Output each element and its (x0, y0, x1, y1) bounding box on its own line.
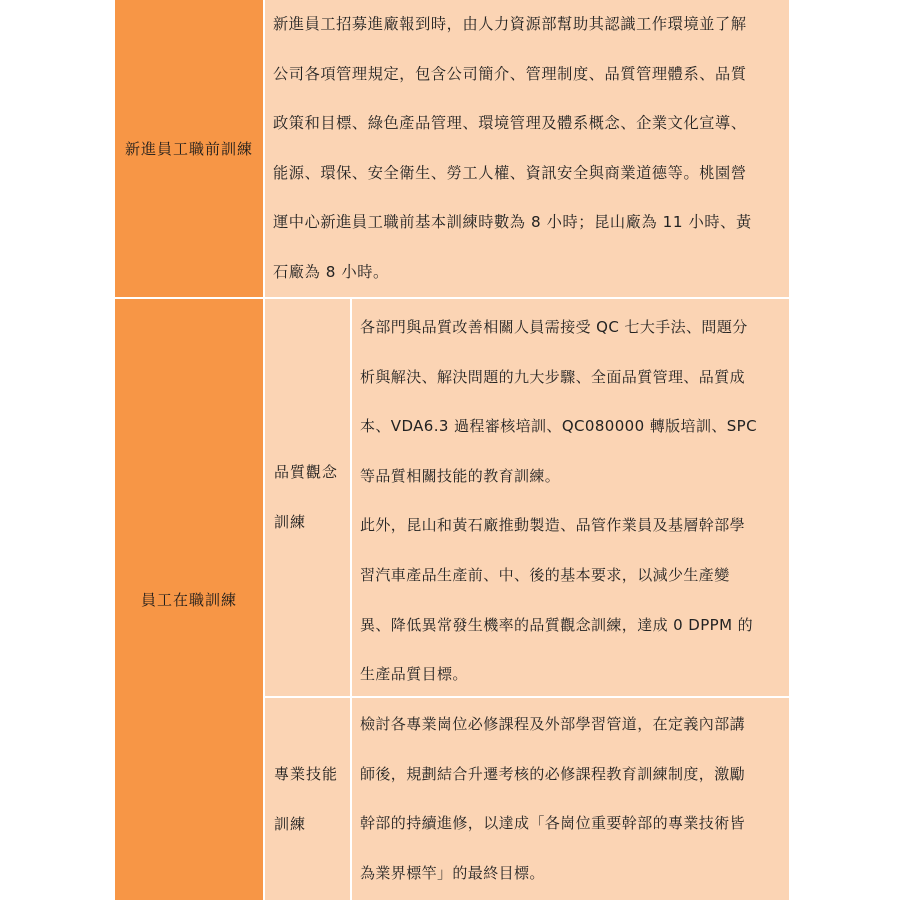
subrow-label-line-1: 專業技能 (274, 765, 339, 783)
row-header-label: 員工在職訓練 (140, 591, 237, 609)
subrow-label-line-2: 訓練 (274, 513, 307, 531)
training-table (115, 0, 789, 900)
subrow-label-quality-concept-training (265, 299, 350, 696)
row-header-label: 新進員工職前訓練 (124, 140, 253, 158)
paragraph: 新進員工招募進廠報到時，由人力資源部幫助其認識工作環境並了解 公司各項管理規定，包含公司簡介、管理制度、品質管理體系、品質 政策和目標、綠色產品管理、環境管理及體系概念、企業文化宣導、 能源、環保、安全衛生、勞工人權、資訊安全與商業道德等。桃園營 運中心新進員工職前基本訓練時數為 8 小時；昆山廠為 11 小時、黃 石廠為 8 小時。 (273, 15, 752, 281)
row-header-pre-employment-training (115, 0, 263, 297)
subrow-label-professional-skills-training (265, 698, 350, 900)
professional-skills-training-description (352, 698, 789, 900)
row-header-on-job-training (115, 299, 263, 900)
pre-employment-training-description (265, 0, 789, 297)
paragraph: 各部門與品質改善相關人員需接受 QC 七大手法、問題分 析與解決、解決問題的九大步驟、全面品質管理、品質成 本、VDA6.3 過程審核培訓、QC080000 轉版培訓、SPC 等品質相關技能的教育訓練。 此外，昆山和黃石廠推動製造、品管作業員及基層幹部學 習汽車產品生產前、中、後的基本要求，以減少生產變 異、降低異常發生機率的品質觀念訓練，達成 0 DPPM 的 生產品質目標。 (360, 318, 757, 684)
subrow-label-line-2: 訓練 (274, 815, 307, 833)
paragraph: 檢討各專業崗位必修課程及外部學習管道，在定義內部講 師後，規劃結合升遷考核的必修課程教育訓練制度，激勵 幹部的持續進修，以達成「各崗位重要幹部的專業技術皆 為業界標竿」的最終目標。 (360, 715, 746, 882)
quality-concept-training-description (352, 299, 789, 696)
subrow-label-line-1: 品質觀念 (274, 463, 339, 481)
